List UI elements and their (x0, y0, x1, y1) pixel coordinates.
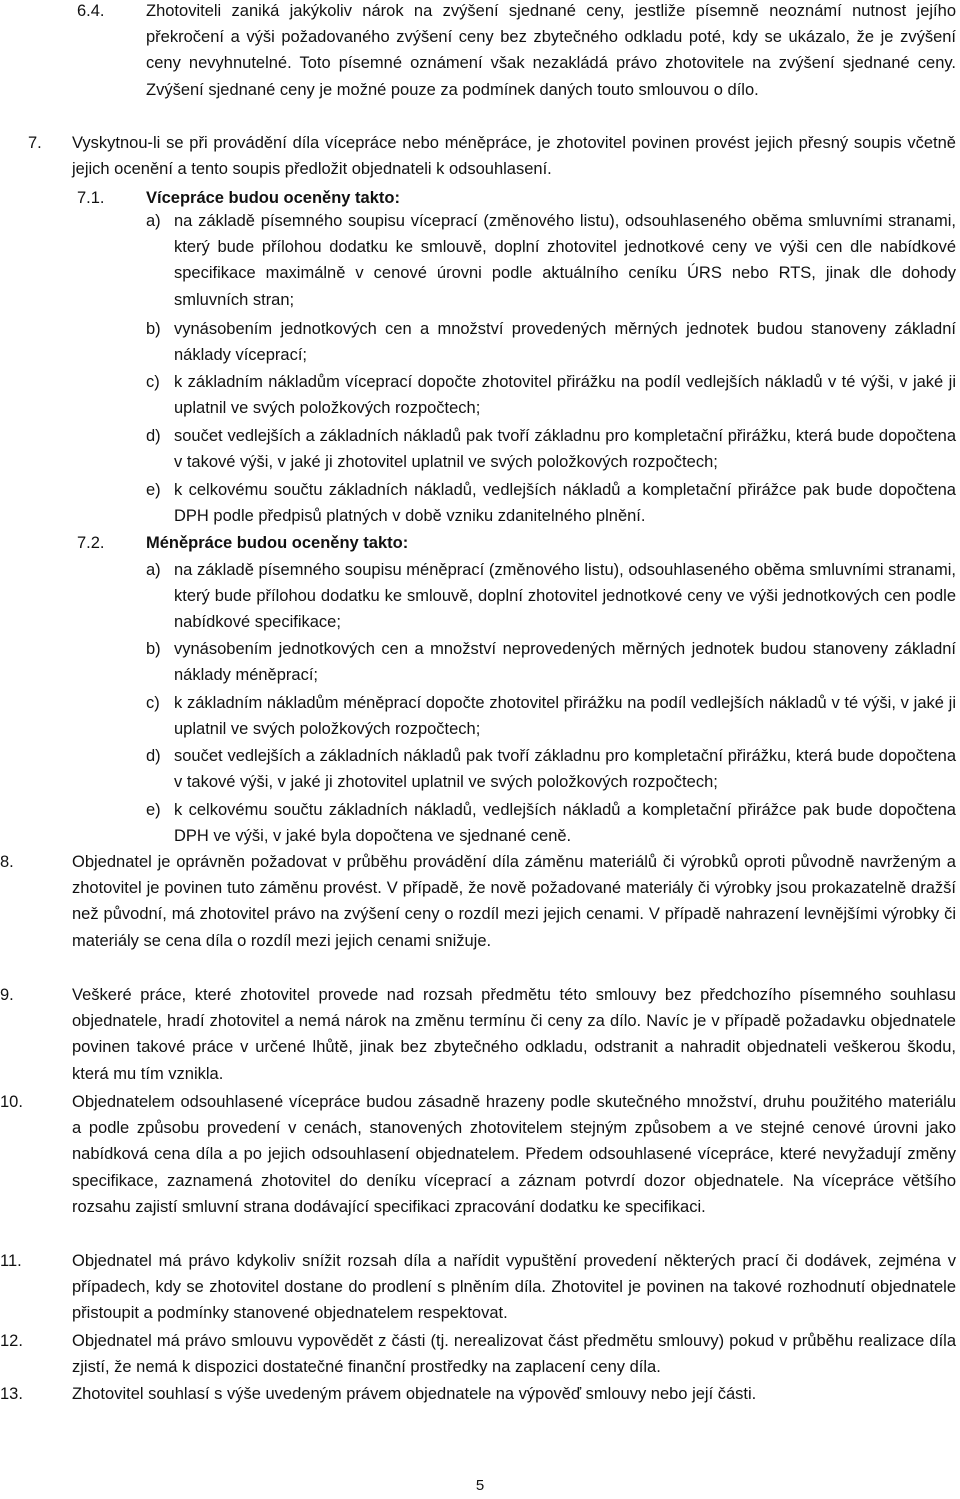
clause-number: 13. (0, 1385, 23, 1403)
clause-13 (0, 1381, 960, 1407)
item-label: e) (146, 801, 161, 819)
item-label: d) (146, 747, 161, 765)
item-text: součet vedlejších a základních nákladů pak tvoří základnu pro kompletační přirážku, která bude dopočtena v takové výši, v jaké ji zhotovitel uplatnil ve svých položkových rozpočtech; (174, 747, 956, 792)
clause-text: Objednatel je oprávněn požadovat v průběhu provádění díla záměnu materiálů či výrobků oproti původně navrženým a zhotovitel je povinen tuto záměnu provést. V případě, že nově požadované materiály či výrobky jsou prokazatelně dražší než původní, má zhotovitel právo na zvýšení ceny o rozdíl mezi jejich cenami. V případě nahrazení levnějšími výrobky či materiály se cena díla o rozdíl mezi jejich cenami snižuje. (72, 853, 956, 950)
clause-12 (0, 1328, 960, 1380)
clause-number: 9. (0, 986, 14, 1004)
clause-number: 11. (0, 1252, 22, 1270)
list-item (0, 477, 960, 529)
list-item (0, 369, 960, 421)
list-item (0, 557, 960, 635)
item-label: b) (146, 320, 161, 338)
item-text: na základě písemného soupisu víceprací (změnového listu), odsouhlaseného oběma smluvními stranami, který bude přílohou dodatku ke smlouvě, doplní zhotovitel jednotkové ceny ve výši cen dle nabídkové specifikace maximálně v cenové úrovni podle aktuálního ceníku ÚRS nebo RTS, jinak dle dohody smluvních stran; (174, 212, 956, 309)
clause-10 (0, 1089, 960, 1245)
item-text: na základě písemného soupisu méněprací (změnového listu), odsouhlaseného oběma smluvními stranami, který bude přílohou dodatku ke smlouvě, doplní zhotovitel jednotkové ceny ve výši jednotkových cen podle nabídkové specifikace; (174, 561, 956, 632)
clause-text: Veškeré práce, které zhotovitel provede nad rozsah předmětu této smlouvy bez předchozího písemného souhlasu objednatele, hradí zhotovitel a nemá nárok na změnu termínu či ceny za dílo. Navíc je v případě požadavku objednatele povinen takové práce v určené lhůtě, jinak bez zbytečného odkladu, odstranit a nahradit objednateli veškerou škodu, která mu tím vznikla. (72, 986, 956, 1083)
item-text: součet vedlejších a základních nákladů pak tvoří základnu pro kompletační přirážku, která bude dopočtena v takové výši, v jaké ji zhotovitel uplatnil ve svých položkových rozpočtech; (174, 427, 956, 472)
clause-text: Objednatel má právo kdykoliv snížit rozsah díla a nařídit vypuštění provedení některých prací či dodávek, zejména v případech, kdy se zhotovitel dostane do prodlení s plněním díla. Zhotovitel je povinen na takové rozhodnutí objednatele přistoupit a podmínky stanovené objednatelem respektovat. (72, 1252, 956, 1323)
item-text: vynásobením jednotkových cen a množství neprovedených měrných jednotek budou stanoveny základní náklady méněprací; (174, 640, 956, 685)
clause-9 (0, 982, 960, 1086)
list-item (0, 636, 960, 688)
clause-7-2-heading (0, 530, 960, 556)
clause-number: 10. (0, 1093, 23, 1111)
item-text: vynásobením jednotkových cen a množství provedených měrných jednotek budou stanoveny základní náklady víceprací; (174, 320, 956, 365)
list-item (0, 208, 960, 312)
clause-text: Objednatel má právo smlouvu vypovědět z části (tj. nerealizovat část předmětu smlouvy) pokud v průběhu realizace díla zjistí, že nemá k dispozici dostatečné finanční prostředky na zaplacení ceny díla. (72, 1332, 956, 1377)
clause-text: Objednatelem odsouhlasené vícepráce budou zásadně hrazeny podle skutečného množství, druhu použitého materiálu a podle způsobu provedení v cenách, stanovených zhotovitelem stejným způsobem a ve stejné cenové úrovni jako nabídková cena díla a po jejich odsouhlasení objednatelem. Předem odsouhlasené vícepráce, které nevyžadují změny specifikace, zaznamená zhotovitel do deníku víceprací a záznam potvrdí dozor objednatele. Na vícepráce většího rozsahu zajistí smluvní strana dodávající specifikaci zpracování dodatku ke specifikaci. (72, 1093, 956, 1216)
list-item (0, 316, 960, 368)
item-text: k základním nákladům víceprací dopočte zhotovitel přirážku na podíl vedlejších nákladů v té výši, v jaké ji uplatnil ve svých položkových rozpočtech; (174, 373, 956, 418)
list-item (0, 423, 960, 475)
clause-number: 6.4. (77, 2, 105, 20)
clause-number: 7.2. (77, 534, 105, 552)
subsection-heading: Méněpráce budou oceněny takto: (146, 534, 409, 552)
list-item (0, 743, 960, 795)
clause-7 (0, 130, 960, 182)
clause-number: 7. (28, 134, 42, 152)
item-text: k celkovému součtu základních nákladů, vedlejších nákladů a kompletační přirážce pak bude dopočtena DPH podle předpisů platných v době vzniku zdanitelného plnění. (174, 481, 956, 526)
clause-text: Zhotovitel souhlasí s výše uvedeným právem objednatele na výpověď smlouvy nebo její části. (72, 1385, 757, 1403)
clause-text: Zhotoviteli zaniká jakýkoliv nárok na zvýšení sjednané ceny, jestliže písemně neoznámí nutnost jejího překročení a výši požadovaného zvýšení ceny bez zbytečného odkladu poté, kdy se ukázalo, že je zvýšení ceny nevyhnutelné. Toto písemné oznámení však nezakládá právo zhotovitele na zvýšení sjednané ceny. Zvýšení sjednané ceny je možné pouze za podmínek daných touto smlouvou o dílo. (146, 2, 956, 99)
item-label: c) (146, 373, 160, 391)
clause-number: 8. (0, 853, 14, 871)
item-label: e) (146, 481, 161, 499)
clause-text: Vyskytnou-li se při provádění díla vícepráce nebo méněpráce, je zhotovitel povinen provést jejich přesný soupis včetně jejich ocenění a tento soupis předložit objednateli k odsouhlasení. (72, 134, 956, 179)
item-text: k základním nákladům méněprací dopočte zhotovitel přirážku na podíl vedlejších nákladů v té výši, v jaké ji uplatnil ve svých položkových rozpočtech; (174, 694, 956, 739)
page-number: 5 (475, 1477, 485, 1494)
item-label: b) (146, 640, 161, 658)
item-label: a) (146, 212, 161, 230)
clause-number: 7.1. (77, 189, 105, 207)
subsection-heading: Vícepráce budou oceněny takto: (146, 189, 400, 207)
clause-6-4 (0, 0, 960, 110)
item-label: c) (146, 694, 160, 712)
list-item (0, 797, 960, 849)
clause-8 (0, 849, 960, 979)
item-label: a) (146, 561, 161, 579)
item-label: d) (146, 427, 161, 445)
clause-11 (0, 1248, 960, 1326)
list-item (0, 690, 960, 742)
item-text: k celkovému součtu základních nákladů, vedlejších nákladů a kompletační přirážce pak bude dopočtena DPH ve výši, v jaké byla dopočtena ve sjednané ceně. (174, 801, 956, 846)
clause-number: 12. (0, 1332, 23, 1350)
